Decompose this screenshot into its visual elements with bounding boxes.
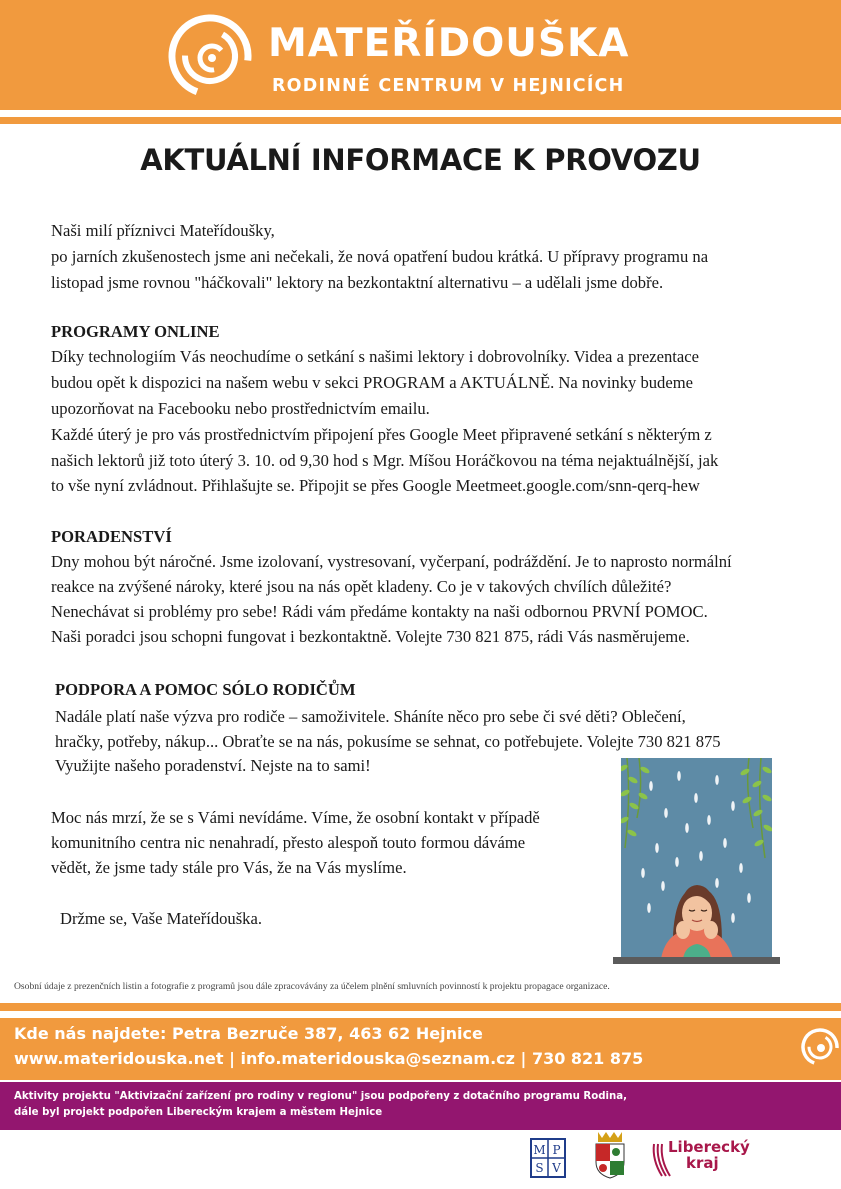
spiral-logo-icon: [800, 1027, 840, 1067]
section-heading-poradenstvi: PORADENSTVÍ: [51, 527, 172, 546]
footer-address: Kde nás najdete: Petra Bezruče 387, 463 62 Hejnice: [14, 1024, 483, 1043]
footer-contact[interactable]: www.materidouska.net | info.materidouska@seznam.cz | 730 821 875: [14, 1049, 644, 1068]
mpsv-letter: V: [552, 1161, 561, 1175]
section-line: hračky, potřeby, nákup... Obraťte se na nás, pokusíme se sehnat, co potřebujete. Volejte 730 821 875: [55, 732, 721, 751]
window-sill: [613, 957, 780, 964]
mpsv-logo-icon: [530, 1138, 566, 1178]
support-line: Aktivity projektu "Aktivizační zařízení pro rodiny v regionu" jsou podpořeny z dotačního programu Rodina,: [14, 1091, 628, 1102]
liberecky-kraj-text: kraj: [686, 1154, 719, 1172]
woman-at-rainy-window-illustration: [621, 758, 772, 959]
section-line: Díky technologiím Vás neochudíme o setkání s našimi lektory i dobrovolníky. Videa a prezentace: [51, 347, 699, 366]
footer-support-band: [0, 1082, 841, 1130]
section-line: Nadále platí naše výzva pro rodiče – samoživitele. Sháníte něco pro sebe či své děti? Oblečení,: [55, 707, 686, 726]
section-line: reakce na zvýšené nároky, které jsou na nás opět kladeny. Co je v takových chvílích důležité?: [51, 577, 672, 596]
closing-line: Moc nás mrzí, že se s Vámi nevídáme. Víme, že osobní kontakt v případě: [51, 808, 540, 827]
mpsv-letter: M: [533, 1143, 546, 1157]
mpsv-letter: S: [535, 1161, 544, 1175]
hejnice-coat-of-arms-icon: [592, 1130, 628, 1180]
section-line: Využijte našeho poradenství. Nejste na to sami!: [55, 756, 371, 775]
signature: Držme se, Vaše Mateřídouška.: [60, 909, 262, 928]
section-line: Nenechávat si problémy pro sebe! Rádi vám předáme kontakty na naši odbornou PRVNÍ POMOC.: [51, 602, 708, 621]
section-line: Naši poradci jsou schopni fungovat i bezkontaktně. Volejte 730 821 875, rádi Vás nasměrujeme.: [51, 627, 690, 646]
section-line: to vše nyní zvládnout. Přihlašujte se. Připojit se přes Google Meetmeet.google.com/snn-qerq-hew: [51, 476, 700, 495]
section-line: našich lektorů již toto úterý 3. 10. od 9,30 hod s Mgr. Míšou Horáčkovou na téma nejaktuálnější, jak: [51, 451, 719, 470]
section-heading-programy: PROGRAMY ONLINE: [51, 322, 220, 341]
closing-line: vědět, že jsme tady stále pro Vás, že na Vás myslíme.: [51, 858, 407, 877]
intro-line: listopad jsme rovnou "háčkovali" lektory na bezkontaktní alternativu – a udělali jsme dobře.: [51, 273, 664, 292]
gdpr-note: Osobní údaje z prezenčních listin a fotografie z programů jsou dále zpracovávány za účelem plnění smluvních povinností k projektu propagace organizace.: [14, 981, 610, 992]
section-line: Každé úterý je pro vás prostřednictvím připojení přes Google Meet připravené setkání s některým z: [51, 425, 712, 444]
brand-subtitle: RODINNÉ CENTRUM V HEJNICÍCH: [272, 76, 625, 96]
support-line: dále byl projekt podpořen Libereckým krajem a městem Hejnice: [14, 1107, 383, 1118]
brand-name: MATEŘÍDOUŠKA: [268, 21, 630, 66]
liberecky-kraj-text: Liberecký: [668, 1138, 750, 1156]
section-line: budou opět k dispozici na našem webu v sekci PROGRAM a AKTUÁLNĚ. Na novinky budeme: [51, 373, 693, 392]
mpsv-letter: P: [552, 1143, 561, 1157]
section-heading-podpora: PODPORA A POMOC SÓLO RODIČŮM: [55, 680, 356, 699]
closing-line: komunitního centra nic nenahradí, přesto alespoň touto formou dáváme: [51, 833, 526, 852]
page-title: AKTUÁLNÍ INFORMACE K PROVOZU: [140, 143, 701, 177]
spiral-logo-icon: [168, 14, 252, 98]
section-line: upozorňovat na Facebooku nebo prostřednictvím emailu.: [51, 399, 430, 418]
section-line: Dny mohou být náročné. Jsme izolovaní, vystresovaní, vyčerpaní, podráždění. Je to naprosto normální: [51, 552, 732, 571]
intro-line: Naši milí příznivci Mateřídoušky,: [51, 221, 275, 240]
footer-divider: [0, 1003, 841, 1011]
intro-line: po jarních zkušenostech jsme ani nečekali, že nová opatření budou krátká. U přípravy programu na: [51, 247, 709, 266]
header-divider: [0, 117, 841, 124]
